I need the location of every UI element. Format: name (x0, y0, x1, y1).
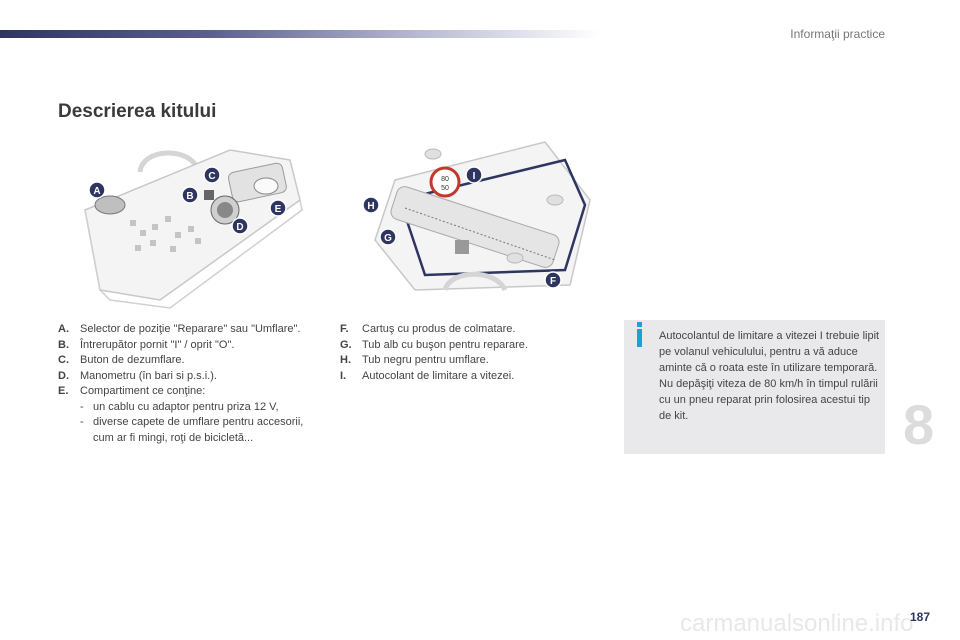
svg-text:G: G (384, 233, 392, 244)
label-b (182, 187, 198, 203)
svg-text:D: D (236, 222, 244, 233)
page-number: 187 (909, 610, 930, 624)
svg-text:I: I (472, 171, 476, 182)
label-i (466, 167, 482, 183)
label-d (232, 218, 248, 234)
list-item: I. Autocolant de limitare a vitezei. (340, 369, 515, 382)
page-title: Descrierea kitului (58, 101, 217, 122)
label-g (380, 229, 396, 245)
sub-list-item: - diverse capete de umflare pentru accesorii, cum ar fi mingi, roţi de bicicletă... (80, 416, 304, 444)
list-item: G. Tub alb cu buşon pentru reparare. (340, 338, 528, 351)
svg-text:F: F (549, 276, 557, 287)
watermark: carmanualsonline.info (680, 610, 914, 637)
label-f (545, 272, 561, 288)
svg-text:A: A (93, 186, 101, 197)
list-item: D. Manometru (în bari si p.s.i.). (58, 369, 217, 382)
info-box (624, 320, 885, 454)
parts-list-right (340, 322, 590, 384)
info-icon (637, 329, 642, 347)
compressor-kit-figure (80, 140, 305, 310)
info-text: Autocolantul de limitare a vitezei I trebuie lipit pe volanul vehiculului, pentru a vă aduce aminte că o roata este în utilizare temporară. Nu depăşiţi viteza de 80 km/h în timpul rulării cu un pneu reparat prin folosirea acestui tip de kit. (659, 330, 880, 422)
sticker-speed-bottom: 50 (441, 185, 449, 192)
label-h (363, 197, 379, 213)
list-item: A. Selector de poziţie "Reparare" sau "Umflare". (58, 323, 301, 335)
list-item: E. Compartiment ce conţine: (58, 385, 206, 397)
svg-text:E: E (274, 204, 282, 215)
list-item: H. Tub negru pentru umflare. (340, 354, 489, 366)
svg-text:H: H (367, 201, 375, 212)
info-icon-dot (637, 322, 642, 327)
label-e (270, 200, 286, 216)
label-c (204, 167, 220, 183)
chapter-number: 8 (903, 393, 935, 456)
kit-underside-figure (355, 140, 600, 300)
top-gradient-bar (0, 30, 600, 38)
parts-list-left (58, 322, 318, 446)
sticker-speed-top: 80 (441, 176, 449, 183)
list-item: F. Cartuş cu produs de colmatare. (340, 323, 516, 335)
label-a (89, 182, 105, 198)
svg-text:C: C (208, 171, 216, 182)
svg-text:B: B (186, 191, 194, 202)
sub-list-item: - un cablu cu adaptor pentru priza 12 V, (80, 400, 279, 413)
list-item: C. Buton de dezumflare. (58, 354, 185, 366)
list-item: B. Întrerupător pornit "I" / oprit "O". (58, 338, 235, 351)
section-header: Informaţii practice (790, 27, 885, 41)
